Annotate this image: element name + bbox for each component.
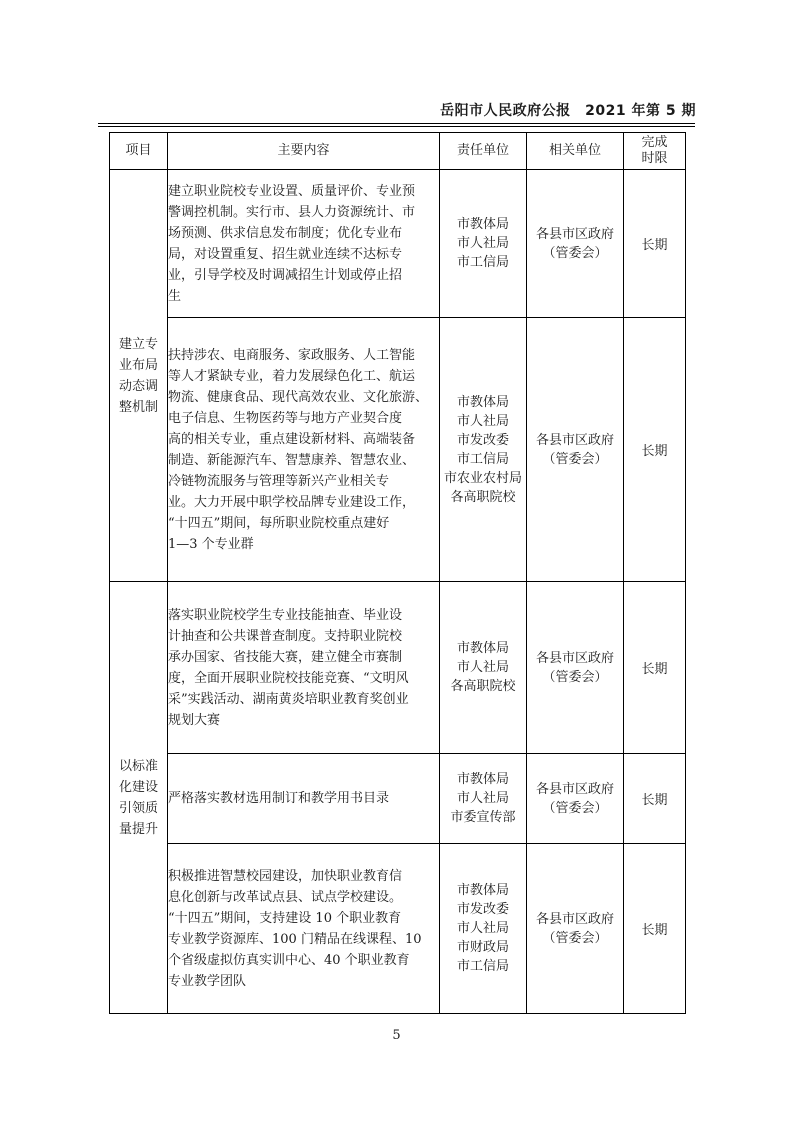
item-line: 引领质 (118, 800, 158, 816)
item-line: 整机制 (118, 399, 158, 415)
column-header-responsible: 责任单位 (440, 133, 527, 170)
table-row (110, 582, 686, 754)
content-line: 积极推进智慧校园建设，加快职业教育信 (168, 868, 403, 884)
related-unit-line: （管委会） (542, 669, 608, 685)
content-line: 警调控机制。实行市、县人力资源统计、市 (168, 204, 416, 220)
content-line: 采”实践活动、湖南黄炎培职业教育奖创业 (168, 691, 409, 707)
responsible-unit: 市发改委 (456, 902, 509, 917)
responsible-unit: 市委宣传部 (450, 810, 516, 825)
table-row (110, 754, 686, 844)
deadline-cell: 长期 (624, 170, 686, 318)
responsible-cell (440, 170, 527, 318)
content-line: “十四五”期间，支持建设 10 个职业教育 (168, 910, 402, 926)
related-unit-line: 各县市区政府 (535, 781, 614, 797)
responsible-unit: 市教体局 (456, 772, 509, 787)
content-line: 物流、健康食品、现代高效农业、文化旅游、 (168, 389, 429, 405)
content-line: 制造、新能源汽车、智慧康养、智慧农业、 (168, 452, 416, 468)
gazette-header-title: 岳阳市人民政府公报 2021 年第 5 期 (440, 103, 696, 119)
deadline-cell: 长期 (624, 582, 686, 754)
content-line: 等人才紧缺专业，着力发展绿色化工、航运 (168, 368, 416, 384)
content-line: “十四五”期间，每所职业院校重点建好 (168, 515, 390, 531)
responsible-unit: 市工信局 (456, 255, 509, 270)
related-cell (527, 318, 624, 582)
responsible-unit: 市农业农村局 (443, 470, 522, 486)
page-number: 5 (392, 1028, 401, 1043)
deadline-header-line: 完成 (641, 135, 668, 150)
content-cell (168, 844, 440, 1014)
content-line: 承办国家、省技能大赛，建立健全市赛制 (168, 649, 403, 665)
content-line: 局，对设置重复、招生就业连续不达标专 (168, 246, 403, 262)
related-unit-line: （管委会） (542, 800, 608, 816)
related-cell (527, 582, 624, 754)
responsible-unit: 市财政局 (456, 940, 509, 955)
column-header-deadline (624, 133, 686, 170)
content-line: 高的相关专业，重点建设新材料、高端装备 (168, 431, 416, 447)
content-line: 业。大力开展中职学校品牌专业建设工作， (168, 494, 416, 510)
responsible-unit: 市人社局 (456, 791, 509, 806)
content-line: 业，引导学校及时调减招生计划或停止招 (168, 267, 403, 283)
related-unit-line: 各县市区政府 (535, 650, 614, 666)
related-cell (527, 170, 624, 318)
content-line: 专业教学团队 (168, 973, 247, 989)
task-table (109, 132, 686, 1014)
item-line: 建立专 (118, 336, 158, 352)
responsible-unit: 市教体局 (456, 883, 509, 898)
related-unit-line: 各县市区政府 (535, 911, 614, 927)
content-line: 规划大赛 (168, 712, 221, 728)
content-line: 电子信息、生物医药等与地方产业契合度 (168, 410, 403, 426)
content-line: 专业教学资源库、100 门精品在线课程、10 (168, 931, 422, 947)
content-line: 个省级虚拟仿真实训中心、40 个职业教育 (168, 952, 410, 968)
deadline-header-line: 时限 (641, 151, 668, 166)
content-line: 严格落实教材选用制订和教学用书目录 (168, 791, 390, 806)
header-rule (98, 126, 695, 127)
responsible-cell (440, 754, 527, 844)
item-line: 以标准 (118, 758, 158, 774)
column-header-content: 主要内容 (168, 133, 440, 170)
content-line: 场预测、供求信息发布制度；优化专业布 (168, 225, 403, 241)
responsible-unit: 市人社局 (456, 413, 509, 429)
related-cell (527, 844, 624, 1014)
deadline-cell: 长期 (624, 844, 686, 1014)
responsible-unit: 市发改委 (456, 432, 509, 448)
header-rule-thin (98, 123, 695, 124)
related-unit-line: （管委会） (542, 930, 608, 946)
item-line: 动态调 (118, 378, 158, 394)
deadline-cell: 长期 (624, 318, 686, 582)
responsible-unit: 市人社局 (456, 660, 509, 675)
responsible-unit: 市教体局 (456, 641, 509, 656)
item-cell-layout-mechanism (110, 170, 168, 582)
item-line: 化建设 (118, 779, 158, 795)
content-line: 1—3 个专业群 (168, 536, 254, 552)
responsible-unit: 市工信局 (456, 959, 509, 974)
related-cell (527, 754, 624, 844)
responsible-unit: 各高职院校 (450, 489, 516, 505)
content-line: 冷链物流服务与管理等新兴产业相关专 (168, 473, 390, 489)
content-line: 度，全面开展职业院校技能竞赛、“文明风 (168, 670, 409, 686)
responsible-cell (440, 844, 527, 1014)
responsible-cell (440, 318, 527, 582)
content-cell (168, 582, 440, 754)
responsible-unit: 市教体局 (456, 394, 509, 410)
table-header-row (110, 133, 686, 170)
content-line: 生 (168, 288, 182, 304)
content-cell (168, 754, 440, 844)
item-line: 量提升 (118, 821, 158, 837)
content-line: 落实职业院校学生专业技能抽查、毕业设 (168, 607, 403, 623)
content-line: 建立职业院校专业设置、质量评价、专业预 (168, 183, 416, 199)
responsible-unit: 市人社局 (456, 921, 509, 936)
content-cell (168, 318, 440, 582)
responsible-unit: 市教体局 (456, 217, 509, 232)
table-row (110, 170, 686, 318)
related-unit-line: 各县市区政府 (535, 432, 614, 448)
content-line: 计抽查和公共课普查制度。支持职业院校 (168, 628, 403, 644)
responsible-unit: 市人社局 (456, 236, 509, 251)
responsible-unit: 市工信局 (456, 451, 509, 467)
content-cell (168, 170, 440, 318)
responsible-unit: 各高职院校 (450, 679, 516, 694)
related-unit-line: 各县市区政府 (535, 226, 614, 242)
content-line: 扶持涉农、电商服务、家政服务、人工智能 (168, 347, 416, 363)
column-header-item: 项目 (110, 133, 168, 170)
related-unit-line: （管委会） (542, 451, 608, 467)
responsible-cell (440, 582, 527, 754)
item-line: 业布局 (118, 357, 158, 373)
column-header-related: 相关单位 (527, 133, 624, 170)
table-row (110, 844, 686, 1014)
item-cell-standardization (110, 582, 168, 1014)
content-line: 息化创新与改革试点县、试点学校建设。 (168, 889, 403, 905)
table-row (110, 318, 686, 582)
related-unit-line: （管委会） (542, 245, 608, 261)
deadline-cell: 长期 (624, 754, 686, 844)
